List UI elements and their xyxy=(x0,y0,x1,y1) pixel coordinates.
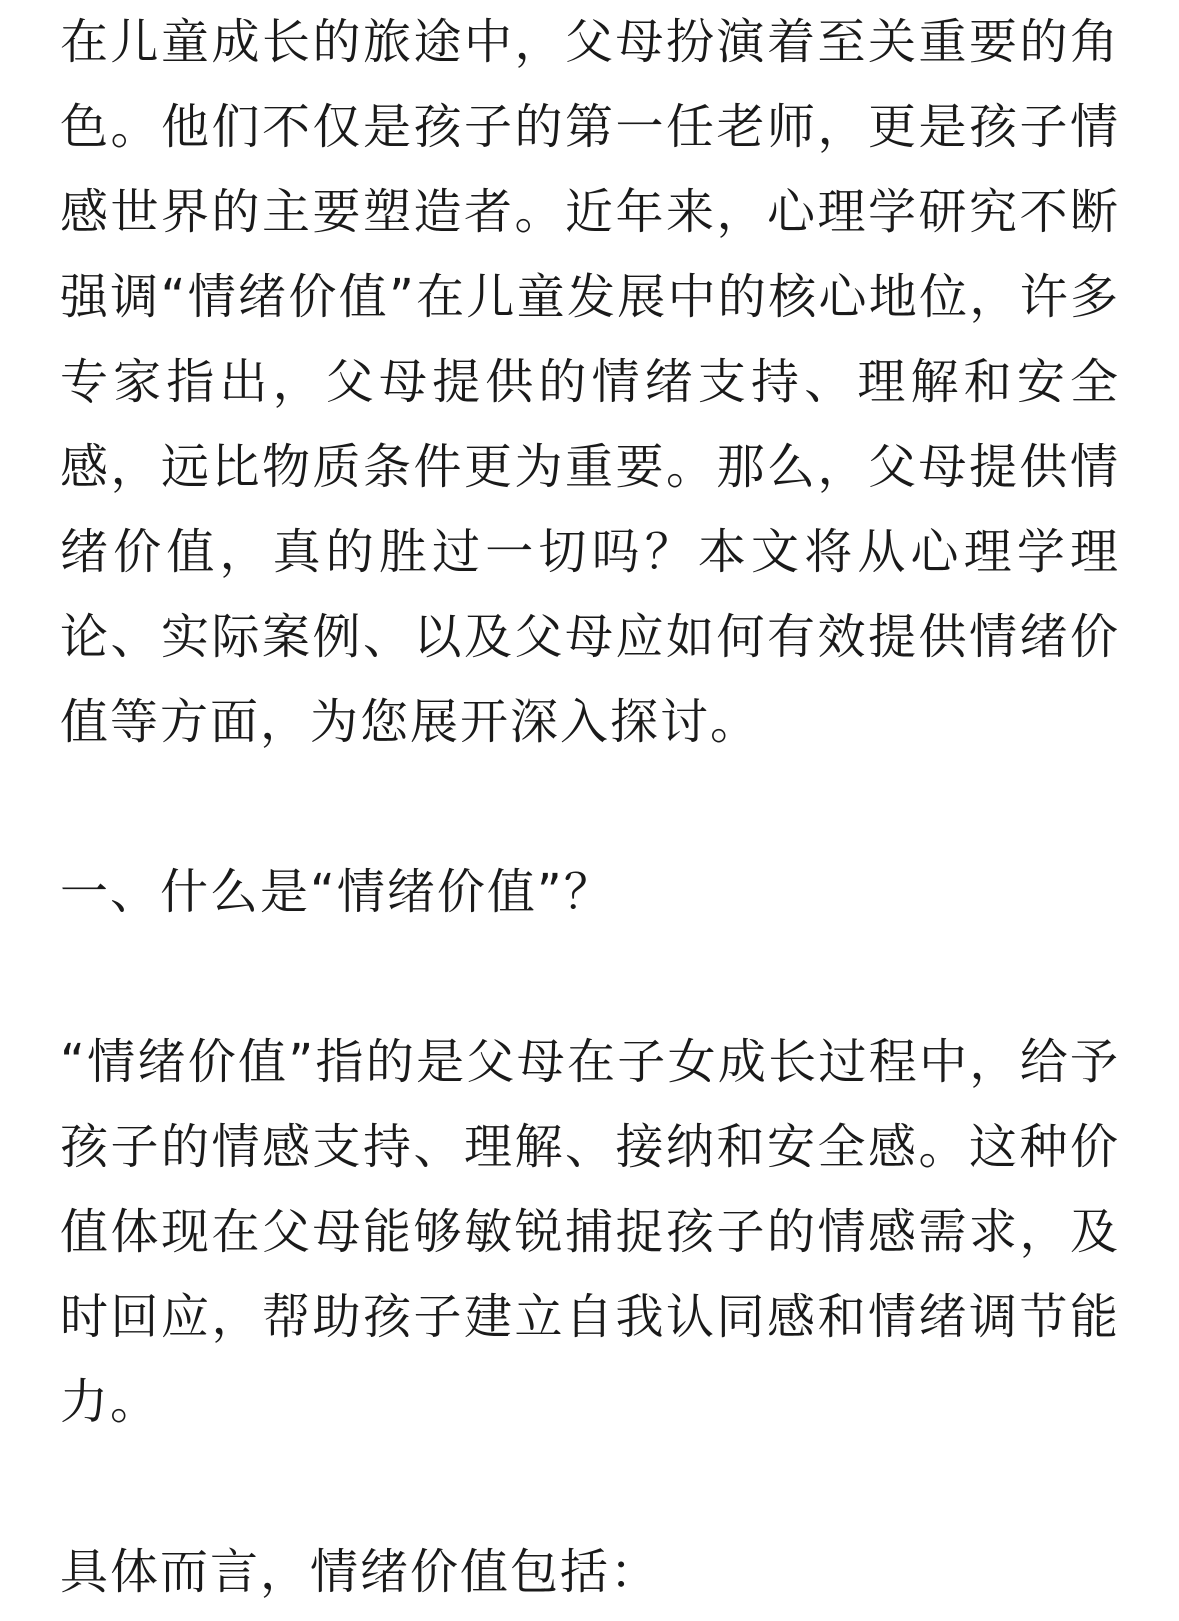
article-body xyxy=(60,0,1120,1615)
intro-paragraph: 在儿童成长的旅途中，父母扮演着至关重要的角色。他们不仅是孩子的第一任老师，更是孩子情感世界的主要塑造者。近年来，心理学研究不断强调“情绪价值”在儿童发展中的核心地位，许多专家指出，父母提供的情绪支持、理解和安全感，远比物质条件更为重要。那么，父母提供情绪价值，真的胜过一切吗？本文将从心理学理论、实际案例、以及父母应如何有效提供情绪价值等方面，为您展开深入探讨。 xyxy=(60,14,1120,750)
includes-paragraph: 具体而言，情绪价值包括： xyxy=(60,1544,661,1600)
definition-paragraph: “情绪价值”指的是父母在子女成长过程中，给予孩子的情感支持、理解、接纳和安全感。这种价值体现在父母能够敏锐捕捉孩子的情感需求，及时回应，帮助孩子建立自我认同感和情绪调节能力。 xyxy=(60,1034,1120,1430)
section-heading: 一、什么是“情绪价值”？ xyxy=(60,864,614,920)
